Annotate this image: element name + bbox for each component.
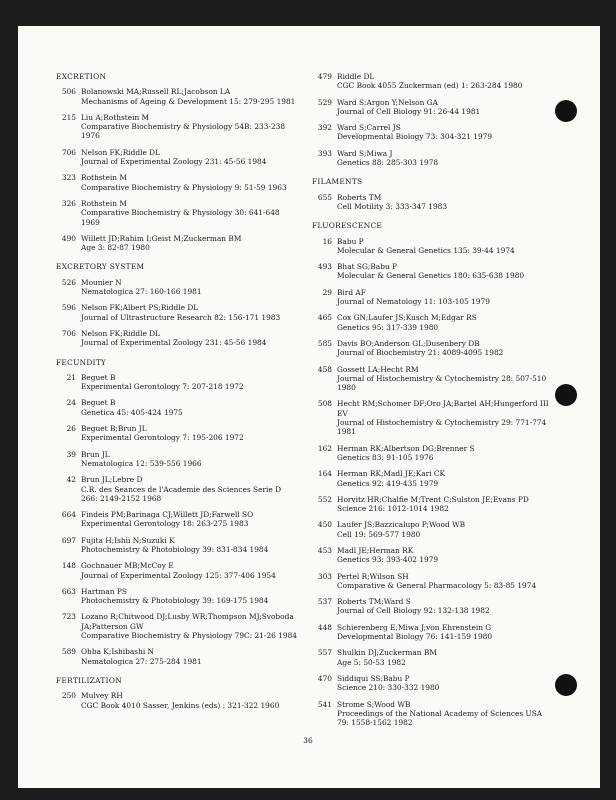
reference-authors: Riddle DL: [337, 72, 375, 81]
section-heading: FECUNDITY: [56, 357, 107, 367]
reference-number: 529: [317, 97, 332, 107]
reference-entry: [312, 123, 572, 142]
reference-number: 16: [322, 236, 332, 246]
reference-citation-line: Photochemistry & Photobiology 39: 831-834 1984: [81, 544, 269, 554]
reference-entry: [312, 572, 572, 591]
reference-number: 697: [61, 535, 76, 545]
reference-entry: [312, 469, 572, 488]
reference-number: 506: [61, 87, 76, 97]
reference-citation-line: Journal of Ultrastructure Research 82: 156-171 1983: [81, 312, 281, 322]
reference-citation-line: Journal of Histochemistry & Cytochemistry 29: 771-774: [337, 418, 547, 428]
reference-entry: [56, 373, 301, 392]
reference-citation-line: Developmental Biology 76: 141-159 1980: [337, 632, 493, 642]
reference-authors: Gochnauer MB;McCoy E: [81, 561, 174, 571]
reference-entry: [312, 193, 572, 212]
reference-authors: Rothstein M: [81, 173, 127, 183]
reference-number: 250: [61, 691, 76, 701]
reference-citation-line: Age 3: 82-87 1980: [81, 243, 150, 253]
reference-entry: [312, 546, 572, 565]
reference-citation-line: 1981: [337, 427, 356, 437]
reference-citation-line: Genetics 83: 91-105 1976: [337, 452, 434, 462]
reference-number: 589: [61, 647, 76, 657]
reference-citation-line: Proceedings of the National Academy of Sciences USA: [337, 708, 543, 718]
reference-citation-line: Experimental Gerontology 7: 195-206 1972: [81, 433, 244, 443]
reference-number: 164: [317, 469, 332, 479]
right-column: [312, 72, 572, 734]
reference-number: 664: [61, 510, 76, 520]
reference-citation-line: Journal of Experimental Zoology 231: 45-56 1984: [81, 338, 267, 348]
reference-entry: [56, 329, 301, 348]
reference-authors: Willett JD;Rahim I;Geist M;Zuckerman BM: [81, 233, 242, 243]
reference-number: 706: [61, 147, 76, 157]
reference-number: 24: [66, 398, 76, 408]
reference-entry: [312, 597, 572, 616]
reference-entry: [56, 173, 301, 192]
reference-citation-line: JA;Patterson GW: [81, 621, 144, 631]
section-heading: FLUORESCENCE: [312, 221, 383, 231]
reference-entry: [312, 313, 572, 332]
reference-number: 450: [317, 520, 332, 530]
reference-entry: [312, 444, 572, 463]
reference-authors: Roberts TM: [337, 192, 382, 202]
reference-authors: Mounier N: [81, 277, 122, 287]
reference-entry: [312, 495, 572, 514]
reference-entry: [56, 510, 301, 529]
reference-authors: Gossett LA;Hecht RM: [337, 364, 419, 374]
reference-number: 526: [61, 277, 76, 287]
reference-citation-line: Nematologica 27: 160-166 1981: [81, 287, 202, 297]
reference-entry: [312, 648, 572, 667]
reference-citation-line: CGC Book 4055 Zuckerman (ed) 1: 263-284 1980: [337, 81, 523, 91]
page-number: 36: [303, 736, 313, 745]
reference-entry: [56, 587, 301, 606]
reference-number: 303: [317, 571, 332, 581]
reference-citation-line: Comparative & General Pharmacology 5: 83-85 1974: [337, 580, 537, 590]
reference-number: 537: [317, 597, 332, 607]
reference-citation-line: 79: 1558-1562 1982: [337, 718, 413, 728]
reference-authors: Findeis PM;Barinaga CJ;Willett JD;Farwell SO: [81, 510, 254, 520]
reference-entry: [56, 612, 301, 640]
section-heading: FILAMENTS: [312, 177, 363, 187]
reference-citation-line: Nematologica 27: 275-284 1981: [81, 656, 202, 666]
reference-number: 448: [317, 622, 332, 632]
reference-citation-line: Science 216: 1012-1014 1982: [337, 504, 449, 514]
reference-entry: [56, 561, 301, 580]
reference-authors: Bird AF: [337, 287, 366, 297]
reference-citation-line: 1976: [81, 131, 100, 141]
reference-entry: [312, 288, 572, 307]
reference-number: 326: [61, 198, 76, 208]
reference-entry: [56, 424, 301, 443]
reference-authors: Rothstein M: [81, 198, 127, 208]
reference-authors: Roberts TM;Ward S: [337, 597, 411, 607]
reference-entry: [312, 262, 572, 281]
reference-authors: Fujita H;Ishii N;Suzuki K: [81, 535, 175, 545]
reference-number: 162: [317, 443, 332, 453]
reference-number: 557: [317, 648, 332, 658]
reference-number: 663: [61, 586, 76, 596]
reference-number: 465: [317, 313, 332, 323]
reference-number: 493: [317, 262, 332, 272]
reference-number: 29: [322, 287, 332, 297]
reference-authors: Davis BO;Anderson GL;Dusenbery DB: [337, 338, 480, 348]
reference-authors: Cox GN;Laufer JS;Kusch M;Edgar RS: [337, 313, 477, 323]
reference-citation-line: 1969: [81, 217, 100, 227]
reference-number: 26: [66, 424, 76, 434]
reference-citation-line: Genetics 92: 419-435 1979: [337, 478, 439, 488]
reference-number: 541: [317, 699, 332, 709]
reference-citation-line: Journal of Experimental Zoology 125: 377-406 1954: [81, 570, 276, 580]
reference-number: 596: [61, 303, 76, 313]
section-heading: EXCRETION: [56, 72, 107, 81]
reference-number: 453: [317, 545, 332, 555]
reference-authors: Hecht RM;Schomer DF;Oro JA;Bartel AH;Hungerford III: [337, 399, 549, 409]
reference-citation-line: Experimental Gerontology 18: 263-275 1983: [81, 519, 249, 529]
reference-number: 323: [61, 173, 76, 183]
reference-authors: Herman RK;Madl JE;Kari CK: [337, 469, 446, 479]
reference-authors: Liu A;Rothstein M: [81, 112, 150, 122]
reference-authors: Mulvey RH: [81, 691, 123, 701]
reference-entry: [312, 237, 572, 256]
reference-authors: Ward S;Argon Y;Nelson GA: [337, 97, 438, 107]
reference-authors: Ward S;Miwa J: [337, 148, 393, 158]
reference-authors: Brun JL: [81, 449, 110, 459]
reference-citation-line: Genetics 95: 317-339 1980: [337, 322, 439, 332]
reference-entry: [56, 647, 301, 666]
reference-entry: [312, 365, 572, 393]
reference-entry: [56, 234, 301, 253]
reference-authors: Ward S;Carrel JS: [337, 123, 401, 133]
reference-citation-line: Science 210: 330-332 1980: [337, 683, 440, 693]
reference-number: 655: [317, 192, 332, 202]
reference-authors: Laufer JS;Bazzicalupo P;Wood WB: [337, 520, 466, 530]
reference-authors: Ohba K;Ishibashi N: [81, 647, 155, 657]
reference-authors: Strome S;Wood WB: [337, 699, 411, 709]
reference-number: 479: [317, 72, 332, 81]
reference-entry: [312, 700, 572, 728]
reference-number: 470: [317, 673, 332, 683]
reference-authors: Lozano R;Chitwood DJ;Lusby WR;Thompson MJ;Svoboda: [81, 612, 294, 622]
reference-citation-line: Comparative Biochemistry & Physiology 9: 51-59 1963: [81, 182, 287, 192]
reference-citation-line: Comparative Biochemistry & Physiology 79C: 21-26 1984: [81, 631, 298, 641]
reference-authors: Herman RK;Albertson DG;Brenner S: [337, 443, 475, 453]
reference-authors: Madl JE;Herman RK: [337, 545, 414, 555]
left-column: [56, 72, 301, 717]
reference-authors: Bolanowski MA;Russell RL;Jacobson LA: [81, 87, 231, 97]
reference-citation-line: Molecular & General Genetics 135: 39-44 1974: [337, 245, 515, 255]
reference-authors: Shulkin DJ;Zuckerman BM: [337, 648, 437, 658]
reference-authors: Schierenberg E;Miwa J;von Ehrenstein G: [337, 622, 492, 632]
reference-entry: [312, 149, 572, 168]
reference-citation-line: Nematologica 12: 539-556 1966: [81, 458, 202, 468]
reference-number: 585: [317, 338, 332, 348]
reference-number: 723: [61, 612, 76, 622]
reference-number: 458: [317, 364, 332, 374]
reference-entry: [56, 148, 301, 167]
reference-entry: [56, 113, 301, 141]
reference-number: 42: [66, 475, 76, 485]
reference-citation-line: Experimental Gerontology 7: 207-218 1972: [81, 382, 244, 392]
reference-authors: Beguet B: [81, 372, 116, 382]
reference-authors: Siddiqui SS;Babu P: [337, 673, 410, 683]
reference-authors: Pertel R;Wilson SH: [337, 571, 409, 581]
reference-authors: Babu P: [337, 236, 364, 246]
reference-citation-line: 266: 2149-2152 1968: [81, 493, 162, 503]
reference-entry: [312, 674, 572, 693]
reference-citation-line: Cell Motility 3: 333-347 1983: [337, 201, 448, 211]
reference-entry: [312, 339, 572, 358]
reference-number: 508: [317, 399, 332, 409]
reference-entry: [312, 520, 572, 539]
reference-entry: [56, 199, 301, 227]
reference-citation-line: Comparative Biochemistry & Physiology 30: 641-648: [81, 208, 280, 218]
reference-citation-line: Genetics 93: 393-402 1979: [337, 555, 439, 565]
reference-citation-line: Mechanisms of Ageing & Development 15: 279-295 1981: [81, 96, 296, 106]
reference-number: 392: [317, 123, 332, 133]
reference-citation-line: Journal of Histochemistry & Cytochemistry 28: 507-510: [337, 373, 547, 383]
reference-number: 215: [61, 112, 76, 122]
reference-entry: [312, 399, 572, 436]
reference-entry: [56, 450, 301, 469]
reference-authors: Nelson FK;Albert PS;Riddle DL: [81, 303, 199, 313]
reference-entry: [56, 691, 301, 710]
reference-citation-line: Photochemistry & Photobiology 39: 169-175 1984: [81, 596, 269, 606]
reference-citation-line: Age 5: 50-53 1982: [337, 657, 406, 667]
reference-entry: [56, 87, 301, 106]
reference-authors: Hartman PS: [81, 586, 127, 596]
reference-citation-line: Journal of Nematology 11: 103-105 1979: [337, 297, 490, 307]
reference-citation-line: CGC Book 4010 Sasser, Jenkins (eds) : 321-322 1960: [81, 700, 280, 710]
reference-citation-line: Journal of Cell Biology 92: 132-138 1982: [337, 606, 490, 616]
reference-citation-line: Developmental Biology 73: 304-321 1979: [337, 132, 493, 142]
reference-authors: Beguet B;Brun JL: [81, 424, 147, 434]
reference-number: 148: [61, 561, 76, 571]
reference-authors: Nelson FK;Riddle DL: [81, 328, 161, 338]
reference-citation-line: Genetics 88: 285-303 1978: [337, 158, 439, 168]
reference-authors: Nelson FK;Riddle DL: [81, 147, 161, 157]
reference-citation-line: Journal of Biochemistry 21: 4089-4095 1982: [337, 348, 504, 358]
reference-citation-line: 1980: [337, 383, 356, 393]
reference-citation-line: EV: [337, 408, 348, 418]
reference-entry: [312, 72, 572, 91]
reference-number: 21: [66, 372, 76, 382]
reference-authors: Brun JL;Lebre D: [81, 475, 143, 485]
reference-number: 39: [66, 449, 76, 459]
reference-citation-line: Journal of Experimental Zoology 231: 45-56 1984: [81, 157, 267, 167]
reference-entry: [56, 475, 301, 503]
section-heading: EXCRETORY SYSTEM: [56, 262, 145, 272]
reference-number: 393: [317, 148, 332, 158]
reference-citation-line: Cell 19: 569-577 1980: [337, 529, 421, 539]
reference-authors: Horvitz HR;Chalfie M;Trent C;Sulston JE;Evans PD: [337, 494, 529, 504]
reference-citation-line: C.R. des Seances de l'Academie des Sciences Serie D: [81, 484, 282, 494]
reference-entry: [56, 536, 301, 555]
reference-authors: Bhat SG;Babu P: [337, 262, 398, 272]
reference-number: 490: [61, 233, 76, 243]
reference-entry: [56, 398, 301, 417]
reference-number: 706: [61, 328, 76, 338]
reference-number: 552: [317, 494, 332, 504]
reference-entry: [312, 623, 572, 642]
reference-citation-line: Journal of Cell Biology 91: 26-44 1981: [337, 106, 481, 116]
reference-entry: [56, 278, 301, 297]
reference-entry: [312, 98, 572, 117]
section-heading: FERTILIZATION: [56, 675, 122, 685]
reference-authors: Beguet B: [81, 398, 116, 408]
reference-entry: [56, 303, 301, 322]
reference-citation-line: Molecular & General Genetics 180: 635-638 1980: [337, 271, 525, 281]
reference-citation-line: Comparative Biochemistry & Physiology 54B: 233-238: [81, 122, 286, 132]
reference-citation-line: Genetica 45: 405-424 1975: [81, 407, 183, 417]
